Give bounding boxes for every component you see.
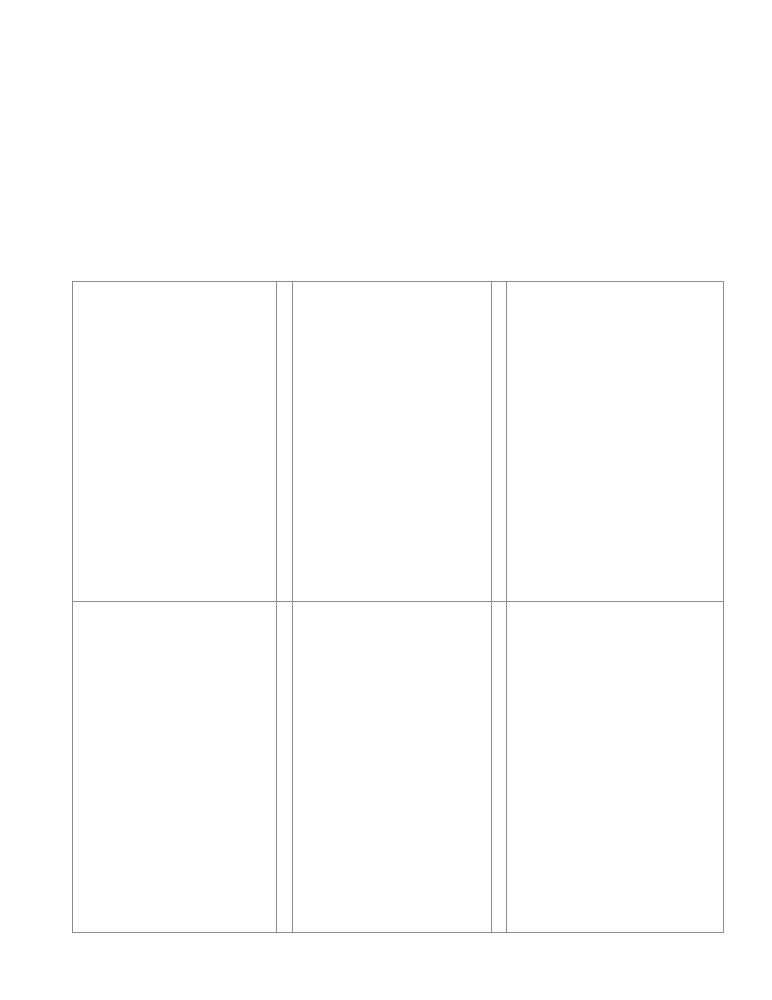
grid-cell-r2-c3 <box>507 602 723 932</box>
grid-cell-r2-c2 <box>293 602 491 932</box>
grid-cell-r1-c1 <box>73 282 276 601</box>
grid-cell-r1-c2 <box>293 282 491 601</box>
grid-cell-r2-c1 <box>73 602 276 932</box>
empty-grid-table <box>72 281 724 933</box>
grid-cell-r1-c3 <box>507 282 723 601</box>
column-divider <box>491 282 492 932</box>
column-divider <box>276 282 277 932</box>
